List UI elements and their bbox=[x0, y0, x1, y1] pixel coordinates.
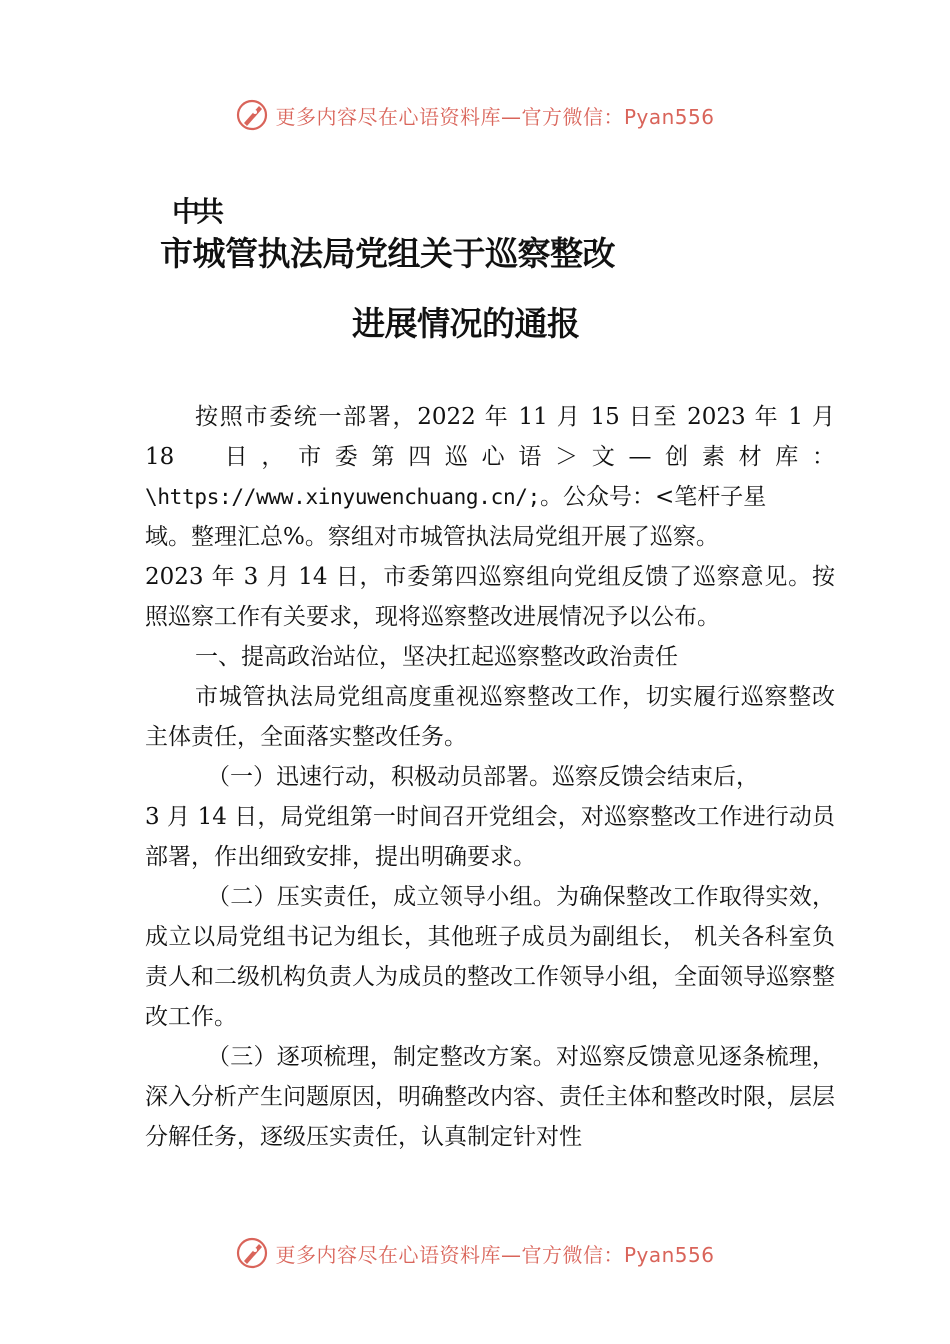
section-heading-1: 一、提高政治站位，坚决扛起巡察整改政治责任 bbox=[195, 644, 678, 670]
paragraph-1-line-5: 2023 年 3 月 14 日，市委第四巡察组向党组反馈了巡察意见。按照巡察工作有关要求，现将巡察整改进展情况予以公布。 bbox=[145, 564, 835, 630]
source-url: \https://www.xinyuwenchuang.cn/; bbox=[145, 485, 540, 509]
item-1-line-1: （一）迅速行动，积极动员部署。巡察反馈会结束后， bbox=[207, 764, 759, 790]
watermark-banner-bottom bbox=[0, 1233, 950, 1273]
paragraph-1-line-1: 按照市委统一部署，2022 年 11 月 15 日至 2023 年 1 月 bbox=[195, 404, 835, 430]
paragraph-2: 市城管执法局党组高度重视巡察整改工作，切实履行巡察整改主体责任，全面落实整改任务。 bbox=[145, 684, 835, 750]
pen-nib-logo-icon bbox=[235, 98, 269, 132]
item-1-rest: 3 月 14 日，局党组第一时间召开党组会，对巡察整改工作进行动员部署，作出细致安排，提出明确要求。 bbox=[145, 804, 835, 870]
watermark-text: 更多内容尽在心语资料库—官方微信：Pyan556 bbox=[275, 104, 715, 129]
document-stamp: 中共 bbox=[172, 195, 221, 228]
document-title-line-2: 进展情况的通报 bbox=[352, 304, 580, 343]
paragraph-1-line-4: 域。整理汇总%。察组对市城管执法局党组开展了巡察。 bbox=[145, 524, 719, 550]
watermark-banner-top bbox=[0, 95, 950, 135]
watermark-text: 更多内容尽在心语资料库—官方微信：Pyan556 bbox=[275, 1242, 715, 1267]
pen-nib-logo-icon bbox=[235, 1236, 269, 1270]
paragraph-1-line-3 bbox=[145, 477, 835, 517]
document-title-line-1: 市城管执法局党组关于巡察整改 bbox=[160, 234, 615, 273]
item-2: （二）压实责任，成立领导小组。为确保整改工作取得实效，成立以局党组书记为组长，其他班子成员为副组长， 机关各科室负责人和二级机构负责人为成员的整改工作领导小组，全面领导巡察整改工作。 bbox=[145, 884, 835, 1030]
paragraph-1-line-2: 18 日，市委第四巡心语＞文—创素材库： bbox=[145, 444, 835, 470]
item-3: （三）逐项梳理，制定整改方案。对巡察反馈意见逐条梳理，深入分析产生问题原因，明确整改内容、责任主体和整改时限，层层分解任务，逐级压实责任，认真制定针对性 bbox=[145, 1044, 835, 1150]
paragraph-1-line-3-text: 。公众号：<笔杆子星 bbox=[539, 484, 767, 510]
document-body bbox=[145, 397, 835, 1157]
